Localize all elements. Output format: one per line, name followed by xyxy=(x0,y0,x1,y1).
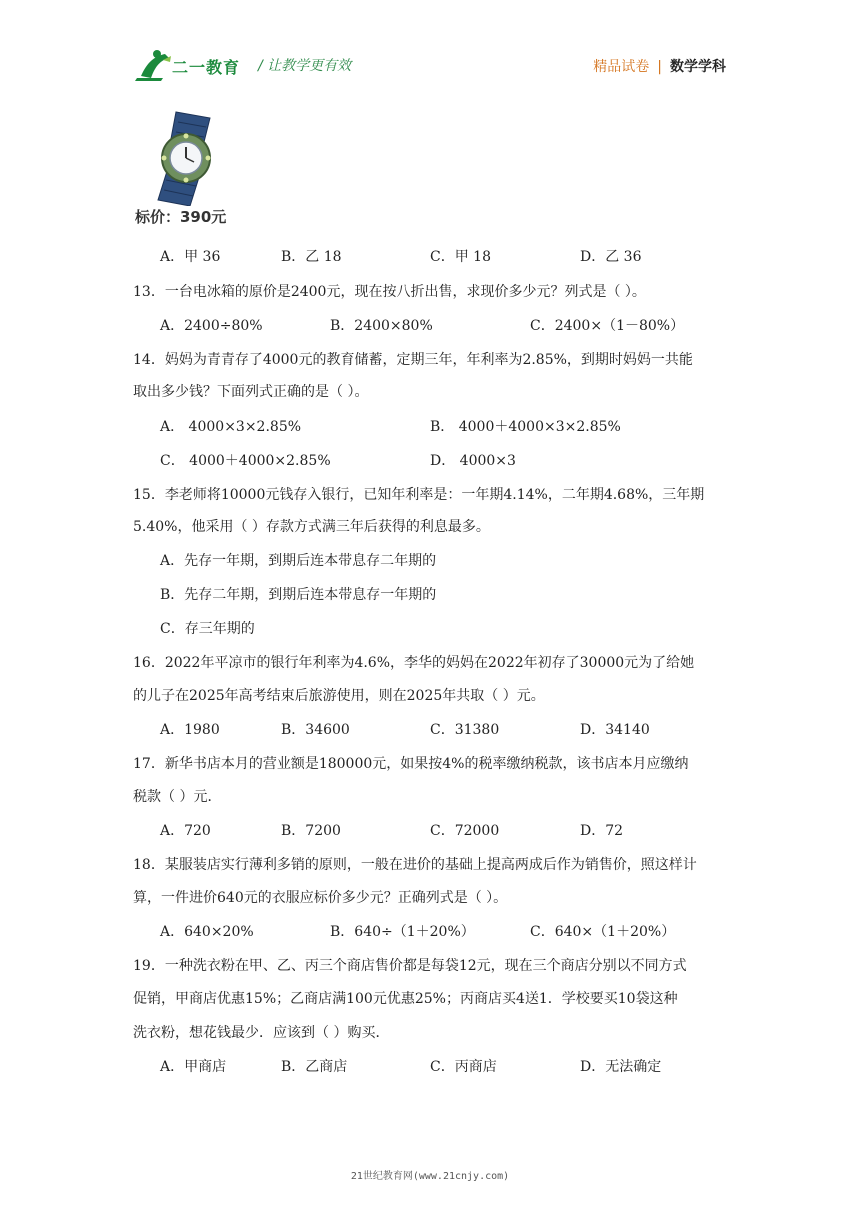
header-subject-label: 数学学科 xyxy=(670,59,726,75)
q16-option-b: B．34600 xyxy=(281,722,350,738)
q19-line-3: 洗衣粉，想花钱最少．应该到（ ）购买． xyxy=(133,1025,390,1041)
q17-option-c: C．72000 xyxy=(430,823,500,839)
q17-option-a: A．720 xyxy=(160,823,211,839)
slogan: / 让教学更有效 xyxy=(258,58,352,74)
q18-option-a: A．640×20% xyxy=(160,924,254,940)
q14-option-b: B． 4000＋4000×3×2.85% xyxy=(430,419,621,435)
q16-option-c: C．31380 xyxy=(430,722,500,738)
q12-option-b: B．乙 18 xyxy=(281,249,342,265)
q13-option-a: A．2400÷80% xyxy=(160,318,263,334)
page-footer: 21世纪教育网(www.21cnjy.com) xyxy=(350,1171,510,1182)
q15-option-a: A．先存一年期，到期后连本带息存二年期的 xyxy=(160,553,437,569)
q17-line-1: 17．新华书店本月的营业额是180000元，如果按4%的税率缴纳税款，该书店本月应缴纳 xyxy=(133,756,689,772)
q17-option-d: D．72 xyxy=(580,823,624,839)
q19-line-2: 促销，甲商店优惠15%；乙商店满100元优惠25%；丙商店买4送1．学校要买10袋这种 xyxy=(133,991,678,1007)
q16-line-1: 16．2022年平凉市的银行年利率为4.6%，李华的妈妈在2022年初存了30000元为了给她 xyxy=(133,655,695,671)
wristwatch-icon xyxy=(148,110,228,206)
q19-option-b: B．乙商店 xyxy=(281,1059,348,1075)
q18-option-b: B．640÷（1＋20%） xyxy=(330,924,475,940)
header-label: 精品试卷 xyxy=(593,59,650,75)
q15-option-c: C．存三年期的 xyxy=(160,621,255,637)
q14-line-1: 14．妈妈为青青存了4000元的教育储蓄，定期三年，年利率为2.85%，到期时妈妈一共能 xyxy=(133,352,693,368)
q15-line-1: 15．李老师将10000元钱存入银行，已知年利率是：一年期4.14%，二年期4.68%，三年期 xyxy=(133,487,705,503)
q13-text: 13．一台电冰箱的原价是2400元，现在按八折出售，求现价多少元？列式是（ ）。 xyxy=(133,284,646,300)
page-header xyxy=(0,0,860,100)
q14-option-d: D． 4000×3 xyxy=(430,453,516,469)
q16-option-a: A．1980 xyxy=(160,722,220,738)
q13-option-c: C．2400×（1－80%） xyxy=(530,318,685,334)
header-separator: | xyxy=(657,59,662,75)
q18-option-c: C．640×（1＋20%） xyxy=(530,924,676,940)
q16-line-2: 的儿子在2025年高考结束后旅游使用，则在2025年共取（ ）元。 xyxy=(133,688,545,704)
q19-option-d: D．无法确定 xyxy=(580,1059,662,1075)
q14-option-a: A． 4000×3×2.85% xyxy=(160,419,302,435)
q12-option-c: C．甲 18 xyxy=(430,249,491,265)
logo-text: 二一教育 xyxy=(172,58,241,77)
q19-option-c: C．丙商店 xyxy=(430,1059,497,1075)
q18-line-2: 算，一件进价640元的衣服应标价多少元？正确列式是（ ）。 xyxy=(133,890,508,906)
q14-line-2: 取出多少钱？下面列式正确的是（ ）。 xyxy=(133,384,369,400)
q19-line-1: 19．一种洗衣粉在甲、乙、丙三个商店售价都是每袋12元，现在三个商店分别以不同方式 xyxy=(133,958,687,974)
q17-line-2: 税款（ ）元． xyxy=(133,789,222,805)
price-label: 标价：390元 xyxy=(135,208,227,226)
q12-option-d: D．乙 36 xyxy=(580,249,642,265)
q17-option-b: B．7200 xyxy=(281,823,341,839)
q18-line-1: 18．某服装店实行薄利多销的原则，一般在进价的基础上提高两成后作为销售价，照这样计 xyxy=(133,857,697,873)
q19-option-a: A．甲商店 xyxy=(160,1059,227,1075)
q15-option-b: B．先存二年期，到期后连本带息存一年期的 xyxy=(160,587,437,603)
q16-option-d: D．34140 xyxy=(580,722,650,738)
q15-line-2: 5.40%，他采用（ ）存款方式满三年后获得的利息最多。 xyxy=(133,519,490,535)
header-subject xyxy=(593,56,726,76)
q13-option-b: B．2400×80% xyxy=(330,318,433,334)
q12-option-a: A．甲 36 xyxy=(160,249,221,265)
q14-option-c: C． 4000＋4000×2.85% xyxy=(160,453,331,469)
